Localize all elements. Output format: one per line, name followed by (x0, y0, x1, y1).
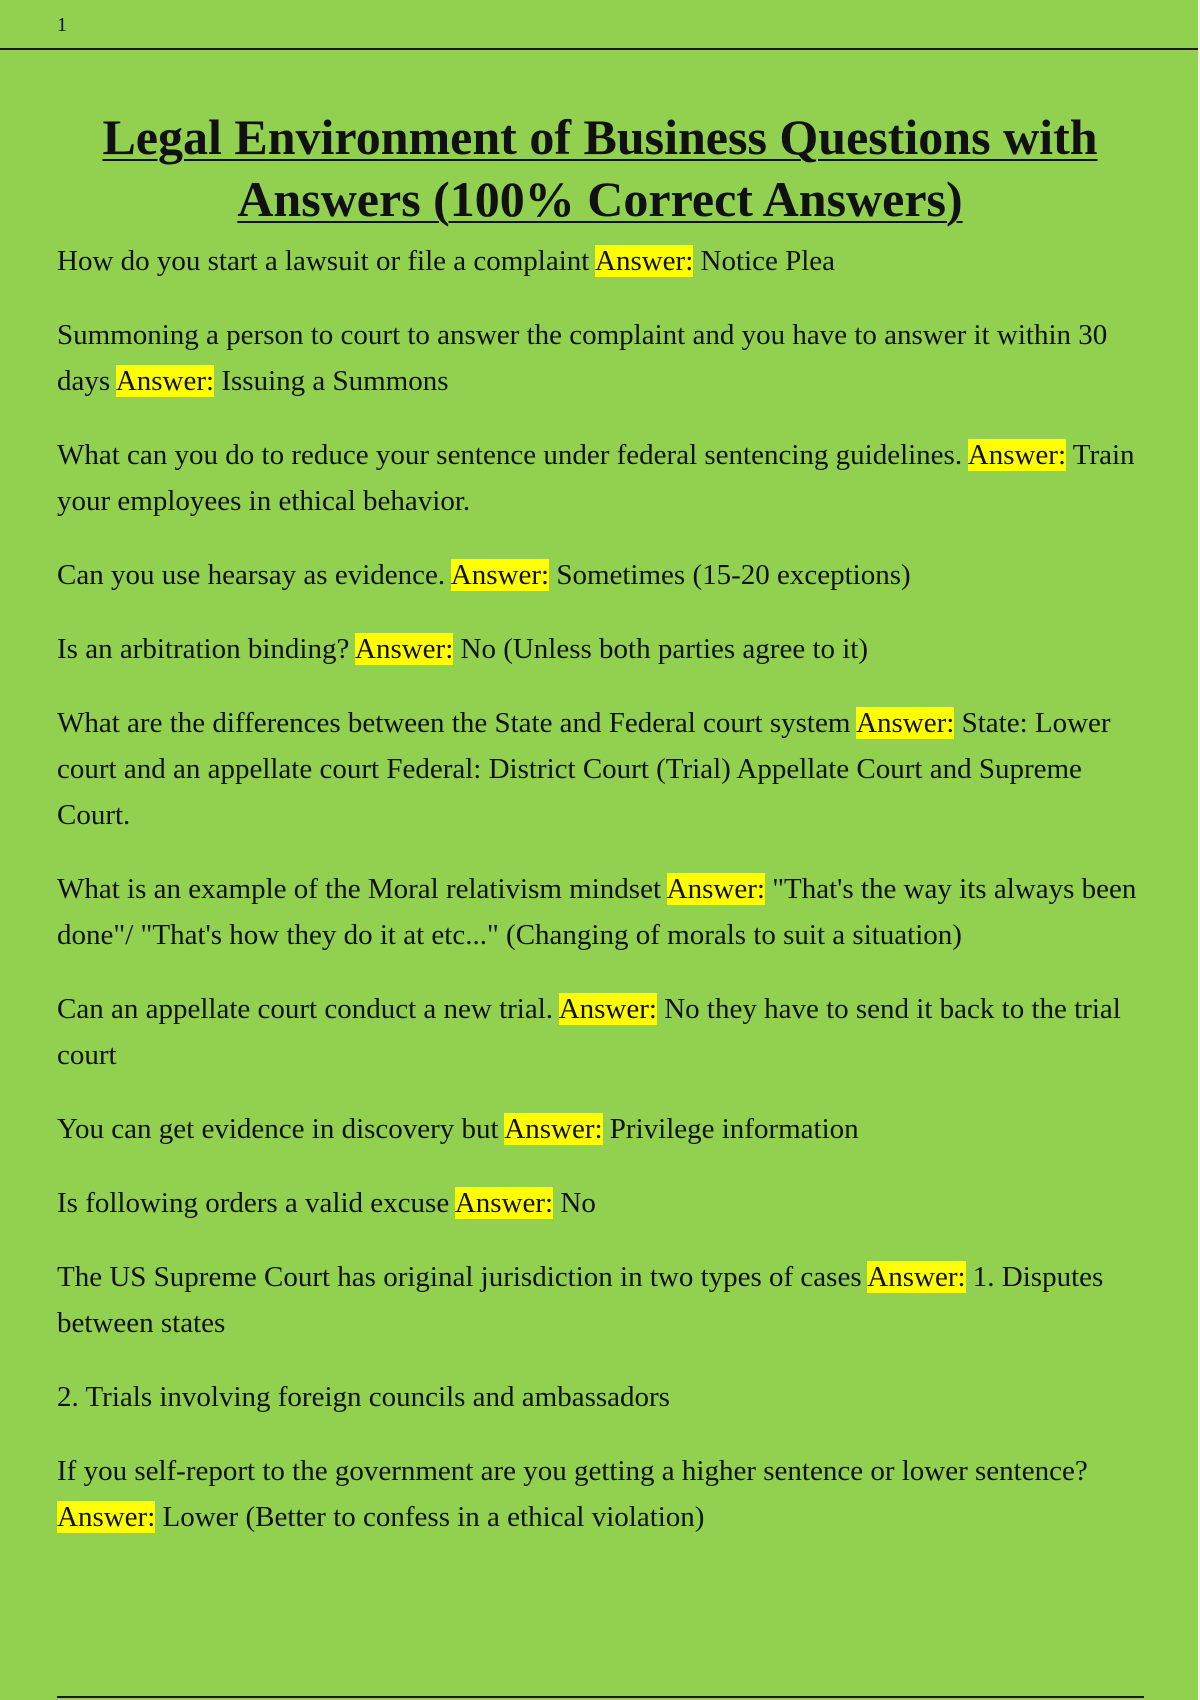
answer-text: No they have to send it back to the trial court (57, 993, 1121, 1071)
answer-label: Answer: (595, 245, 694, 277)
qa-item (57, 1254, 1147, 1346)
qa-item (57, 552, 1147, 598)
question-text: How do you start a lawsuit or file a complaint (57, 245, 590, 277)
answer-text: Train your employees in ethical behavior. (57, 439, 1135, 517)
question-text: You can get evidence in discovery but (57, 1113, 499, 1145)
answer-label: Answer: (57, 1501, 156, 1533)
qa-item (57, 432, 1147, 524)
qa-item (57, 1180, 1147, 1226)
qa-item (57, 238, 1147, 284)
question-text: Can you use hearsay as evidence. (57, 559, 446, 591)
qa-item (57, 1106, 1147, 1152)
answer-label: Answer: (856, 707, 955, 739)
question-text: If you self-report to the government are you getting a higher sentence or lower sentence? (57, 1455, 1088, 1487)
header-rule (0, 48, 1200, 50)
answer-text: Privilege information (609, 1113, 859, 1145)
answer-label: Answer: (504, 1113, 603, 1145)
answer-text: Lower (Better to confess in a ethical violation) (162, 1501, 705, 1533)
footer-rule (57, 1696, 1144, 1698)
question-text: Is an arbitration binding? (57, 633, 350, 665)
answer-text: No (Unless both parties agree to it) (460, 633, 869, 665)
answer-label: Answer: (454, 1187, 554, 1219)
answer-label: Answer: (867, 1261, 966, 1293)
qa-continuation: 2. Trials involving foreign councils and ambassadors (57, 1381, 670, 1413)
question-text: Is following orders a valid excuse (57, 1187, 450, 1219)
answer-label: Answer: (666, 873, 765, 905)
question-text: What is an example of the Moral relativism mindset (57, 873, 662, 905)
answer-text: No (560, 1187, 596, 1219)
answer-label: Answer: (355, 633, 454, 665)
qa-item (57, 700, 1147, 838)
answer-text: State: Lower court and an appellate court Federal: District Court (Trial) Appellate Court and Supreme Court. (57, 707, 1111, 831)
qa-item (57, 986, 1147, 1078)
qa-item (57, 866, 1147, 958)
question-text: The US Supreme Court has original jurisdiction in two types of cases (57, 1261, 862, 1293)
answer-label: Answer: (558, 993, 657, 1025)
qa-item (57, 626, 1147, 672)
question-text: What can you do to reduce your sentence under federal sentencing guidelines. (57, 439, 963, 471)
answer-label: Answer: (115, 365, 215, 397)
answer-text: "That's the way its always been done"/ "That's how they do it at etc..." (Changing of morals to suit a situation) (57, 873, 1137, 951)
answer-text: 1. Disputes between states (57, 1261, 1104, 1339)
answer-label: Answer: (967, 439, 1067, 471)
page-number: 1 (57, 14, 67, 36)
answer-text: Notice Plea (700, 245, 836, 277)
answer-text: Sometimes (15-20 exceptions) (556, 559, 911, 591)
question-text: What are the differences between the State and Federal court system (57, 707, 851, 739)
qa-item (57, 1448, 1147, 1540)
question-text: Can an appellate court conduct a new trial. (57, 993, 554, 1025)
question-text: Summoning a person to court to answer the complaint and you have to answer it within 30 days (57, 319, 1108, 397)
answer-text: Issuing a Summons (221, 365, 449, 397)
answer-label: Answer: (450, 559, 550, 591)
qa-list (57, 238, 1147, 1568)
page-title: Legal Environment of Business Questions with Answers (100% Correct Answers) (102, 109, 1098, 227)
qa-item (57, 312, 1147, 404)
